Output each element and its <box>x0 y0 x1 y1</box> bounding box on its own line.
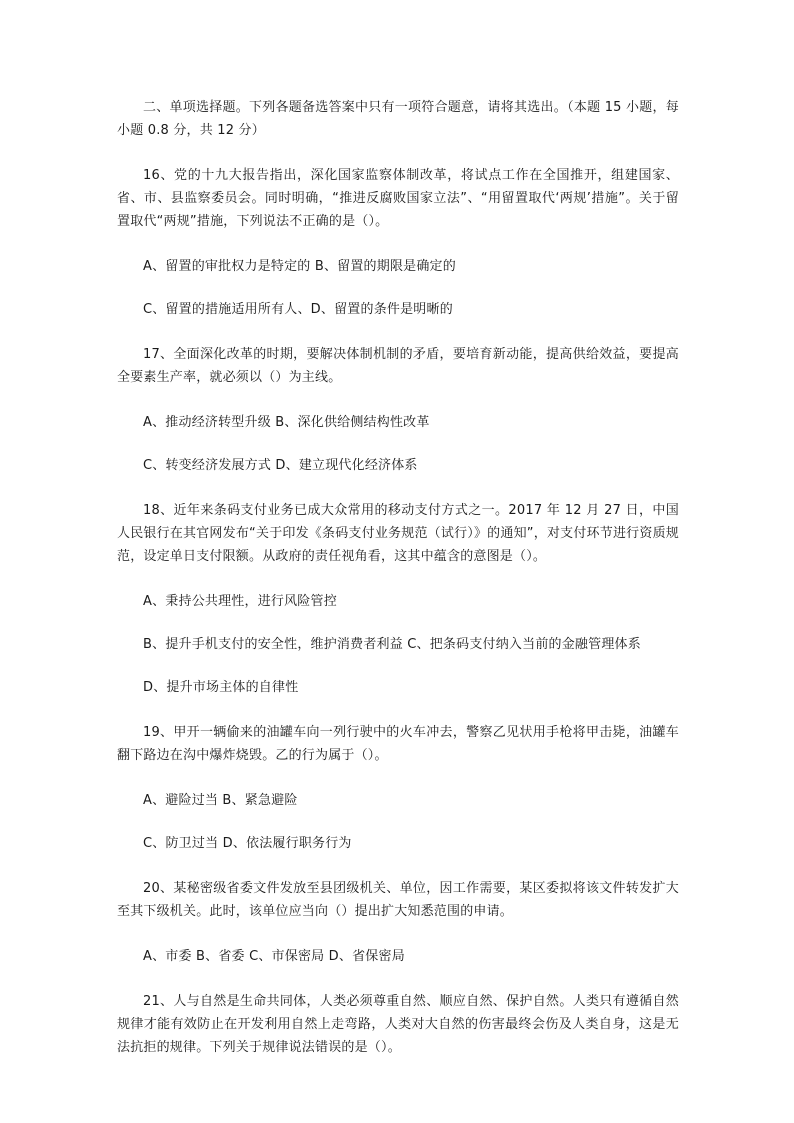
question-17-option-line-2: C、转变经济发展方式 D、建立现代化经济体系 <box>143 458 418 473</box>
question-19-option-line-1: A、避险过当 B、紧急避险 <box>143 793 298 808</box>
question-17-option-line-1: A、推动经济转型升级 B、深化供给侧结构性改革 <box>143 415 430 430</box>
question-17-stem: 17、全面深化改革的时期，要解决体制机制的矛盾，要培育新动能，提高供给效益，要提高全要素生产率，就必须以（）为主线。 <box>117 347 679 385</box>
question-16-option-line-2: C、留置的措施适用所有人、D、留置的条件是明晰的 <box>143 302 453 317</box>
question-16-option-line-1: A、留置的审批权力是特定的 B、留置的期限是确定的 <box>143 259 456 274</box>
question-19-stem: 19、甲开一辆偷来的油罐车向一列行驶中的火车冲去，警察乙见状用手枪将甲击毙，油罐车翻下路边在沟中爆炸烧毁。乙的行为属于（）。 <box>117 725 679 763</box>
question-18-option-line-1: A、秉持公共理性，进行风险管控 <box>143 594 337 609</box>
section-heading: 二、单项选择题。下列各题备选答案中只有一项符合题意，请将其选出。（本题 15 小题，每小题 0.8 分，共 12 分） <box>117 100 679 138</box>
document-page <box>117 96 679 1059</box>
question-16-stem: 16、党的十九大报告指出，深化国家监察体制改革，将试点工作在全国推开，组建国家、省、市、县监察委员会。同时明确，“推进反腐败国家立法”、“用留置取代‘两规’措施”。关于留置取代“两规”措施，下列说法不正确的是（）。 <box>117 168 679 229</box>
question-19-option-line-2: C、防卫过当 D、依法履行职务行为 <box>143 836 352 851</box>
question-18-option-line-3: D、提升市场主体的自律性 <box>143 680 299 695</box>
question-20-stem: 20、某秘密级省委文件发放至县团级机关、单位，因工作需要，某区委拟将该文件转发扩大至其下级机关。此时，该单位应当向（）提出扩大知悉范围的申请。 <box>117 881 679 919</box>
question-21-stem: 21、人与自然是生命共同体，人类必须尊重自然、顺应自然、保护自然。人类只有遵循自然规律才能有效防止在开发利用自然上走弯路，人类对大自然的伤害最终会伤及人类自身，这是无法抗拒的规律。下列关于规律说法错误的是（）。 <box>117 994 679 1055</box>
question-20-option-line-1: A、市委 B、省委 C、市保密局 D、省保密局 <box>143 949 405 964</box>
question-18-stem: 18、近年来条码支付业务已成大众常用的移动支付方式之一。2017 年 12 月 27 日，中国人民银行在其官网发布“关于印发《条码支付业务规范（试行）》的通知”，对支付环节进行资质规范，设定单日支付限额。从政府的责任视角看，这其中蕴含的意图是（）。 <box>117 503 679 564</box>
question-18-option-line-2: B、提升手机支付的安全性，维护消费者利益 C、把条码支付纳入当前的金融管理体系 <box>143 637 641 652</box>
